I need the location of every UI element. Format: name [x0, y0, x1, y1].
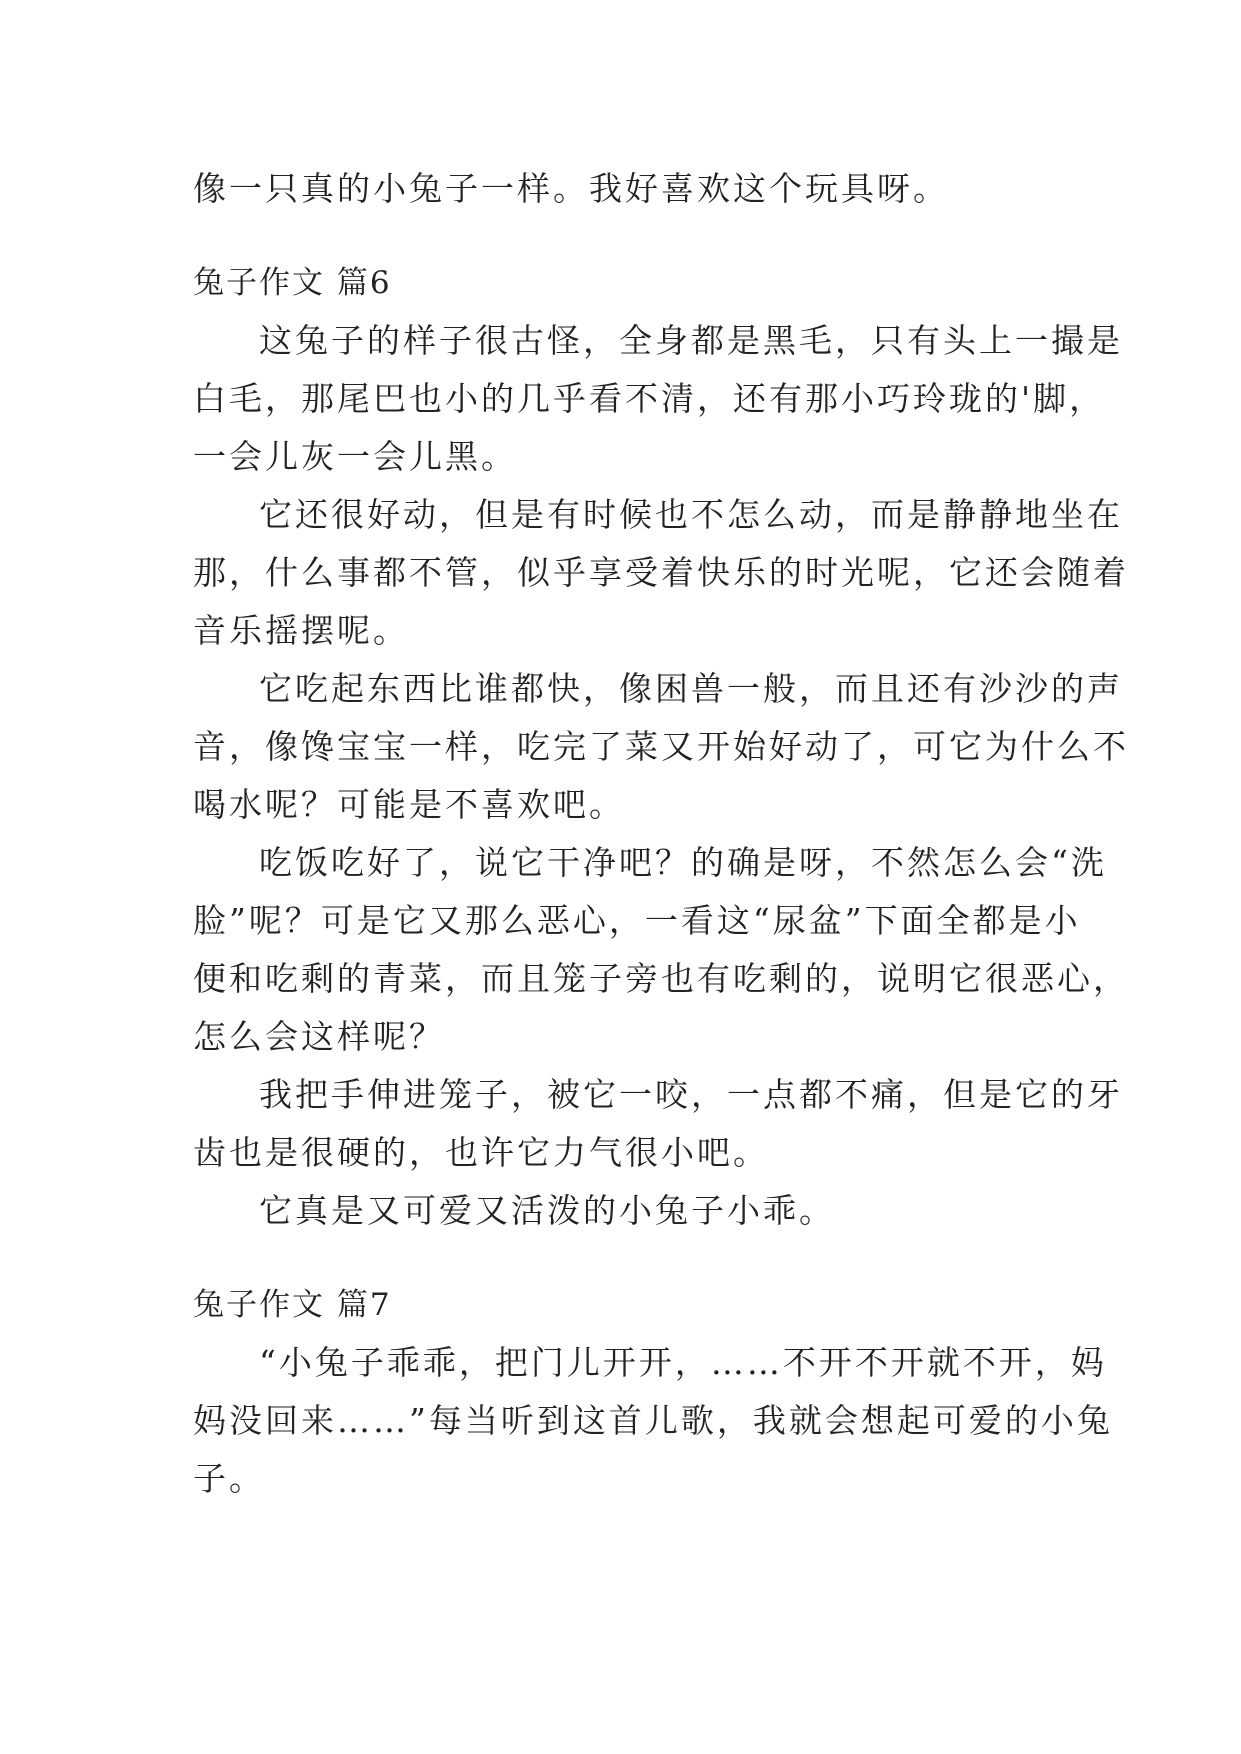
paragraph-line: 喝水呢？可能是不喜欢吧。	[193, 785, 625, 824]
section-6-paragraph-2	[193, 486, 1129, 660]
paragraph-line: 一会儿灰一会儿黑。	[193, 437, 517, 476]
paragraph-line: 音乐摇摆呢。	[193, 611, 409, 650]
paragraph-line: 音，像馋宝宝一样，吃完了菜又开始好动了，可它为什么不	[193, 727, 1129, 766]
paragraph-line: 那，什么事都不管，似乎享受着快乐的时光呢，它还会随着	[193, 553, 1129, 592]
paragraph-line: 脸”呢？可是它又那么恶心，一看这“尿盆”下面全都是小	[193, 901, 1081, 940]
section-6-paragraph-3	[193, 660, 1129, 834]
paragraph-line: 这兔子的样子很古怪，全身都是黑毛，只有头上一撮是	[259, 321, 1123, 360]
paragraph-line: “小兔子乖乖，把门儿开开，……不开不开就不开，妈	[259, 1343, 1107, 1382]
paragraph-line: 白毛，那尾巴也小的几乎看不清，还有那小巧玲珑的'脚，	[193, 379, 1106, 418]
paragraph-line: 齿也是很硬的，也许它力气很小吧。	[193, 1133, 769, 1172]
section-6-paragraph-1	[193, 312, 1123, 486]
section-6-paragraph-5	[193, 1066, 1123, 1182]
paragraph-line: 它吃起东西比谁都快，像困兽一般，而且还有沙沙的声	[259, 669, 1123, 708]
document-body	[193, 160, 1129, 1508]
section-7-title: 兔子作文 篇7	[193, 1287, 392, 1323]
paragraph-line: 吃饭吃好了，说它干净吧？的确是呀，不然怎么会“洗	[259, 843, 1107, 882]
section-6-paragraph-6	[193, 1182, 1063, 1240]
paragraph-line: 它真是又可爱又活泼的小兔子小乖。	[259, 1191, 835, 1230]
paragraph-line: 子。	[193, 1459, 265, 1498]
paragraph-line: 妈没回来……”每当听到这首儿歌，我就会想起可爱的小兔	[193, 1401, 1113, 1440]
section-6-title: 兔子作文 篇6	[193, 265, 392, 301]
section-6-paragraph-4	[193, 834, 1129, 1066]
paragraph-line: 便和吃剩的青菜，而且笼子旁也有吃剩的，说明它很恶心，	[193, 959, 1129, 998]
paragraph-line: 它还很好动，但是有时候也不怎么动，而是静静地坐在	[259, 495, 1123, 534]
intro-line: 像一只真的小兔子一样。我好喜欢这个玩具呀。	[193, 169, 949, 208]
paragraph-line: 怎么会这样呢？	[193, 1017, 445, 1056]
section-7-paragraph-1	[193, 1334, 1113, 1508]
paragraph-line: 我把手伸进笼子，被它一咬，一点都不痛，但是它的牙	[259, 1075, 1123, 1114]
